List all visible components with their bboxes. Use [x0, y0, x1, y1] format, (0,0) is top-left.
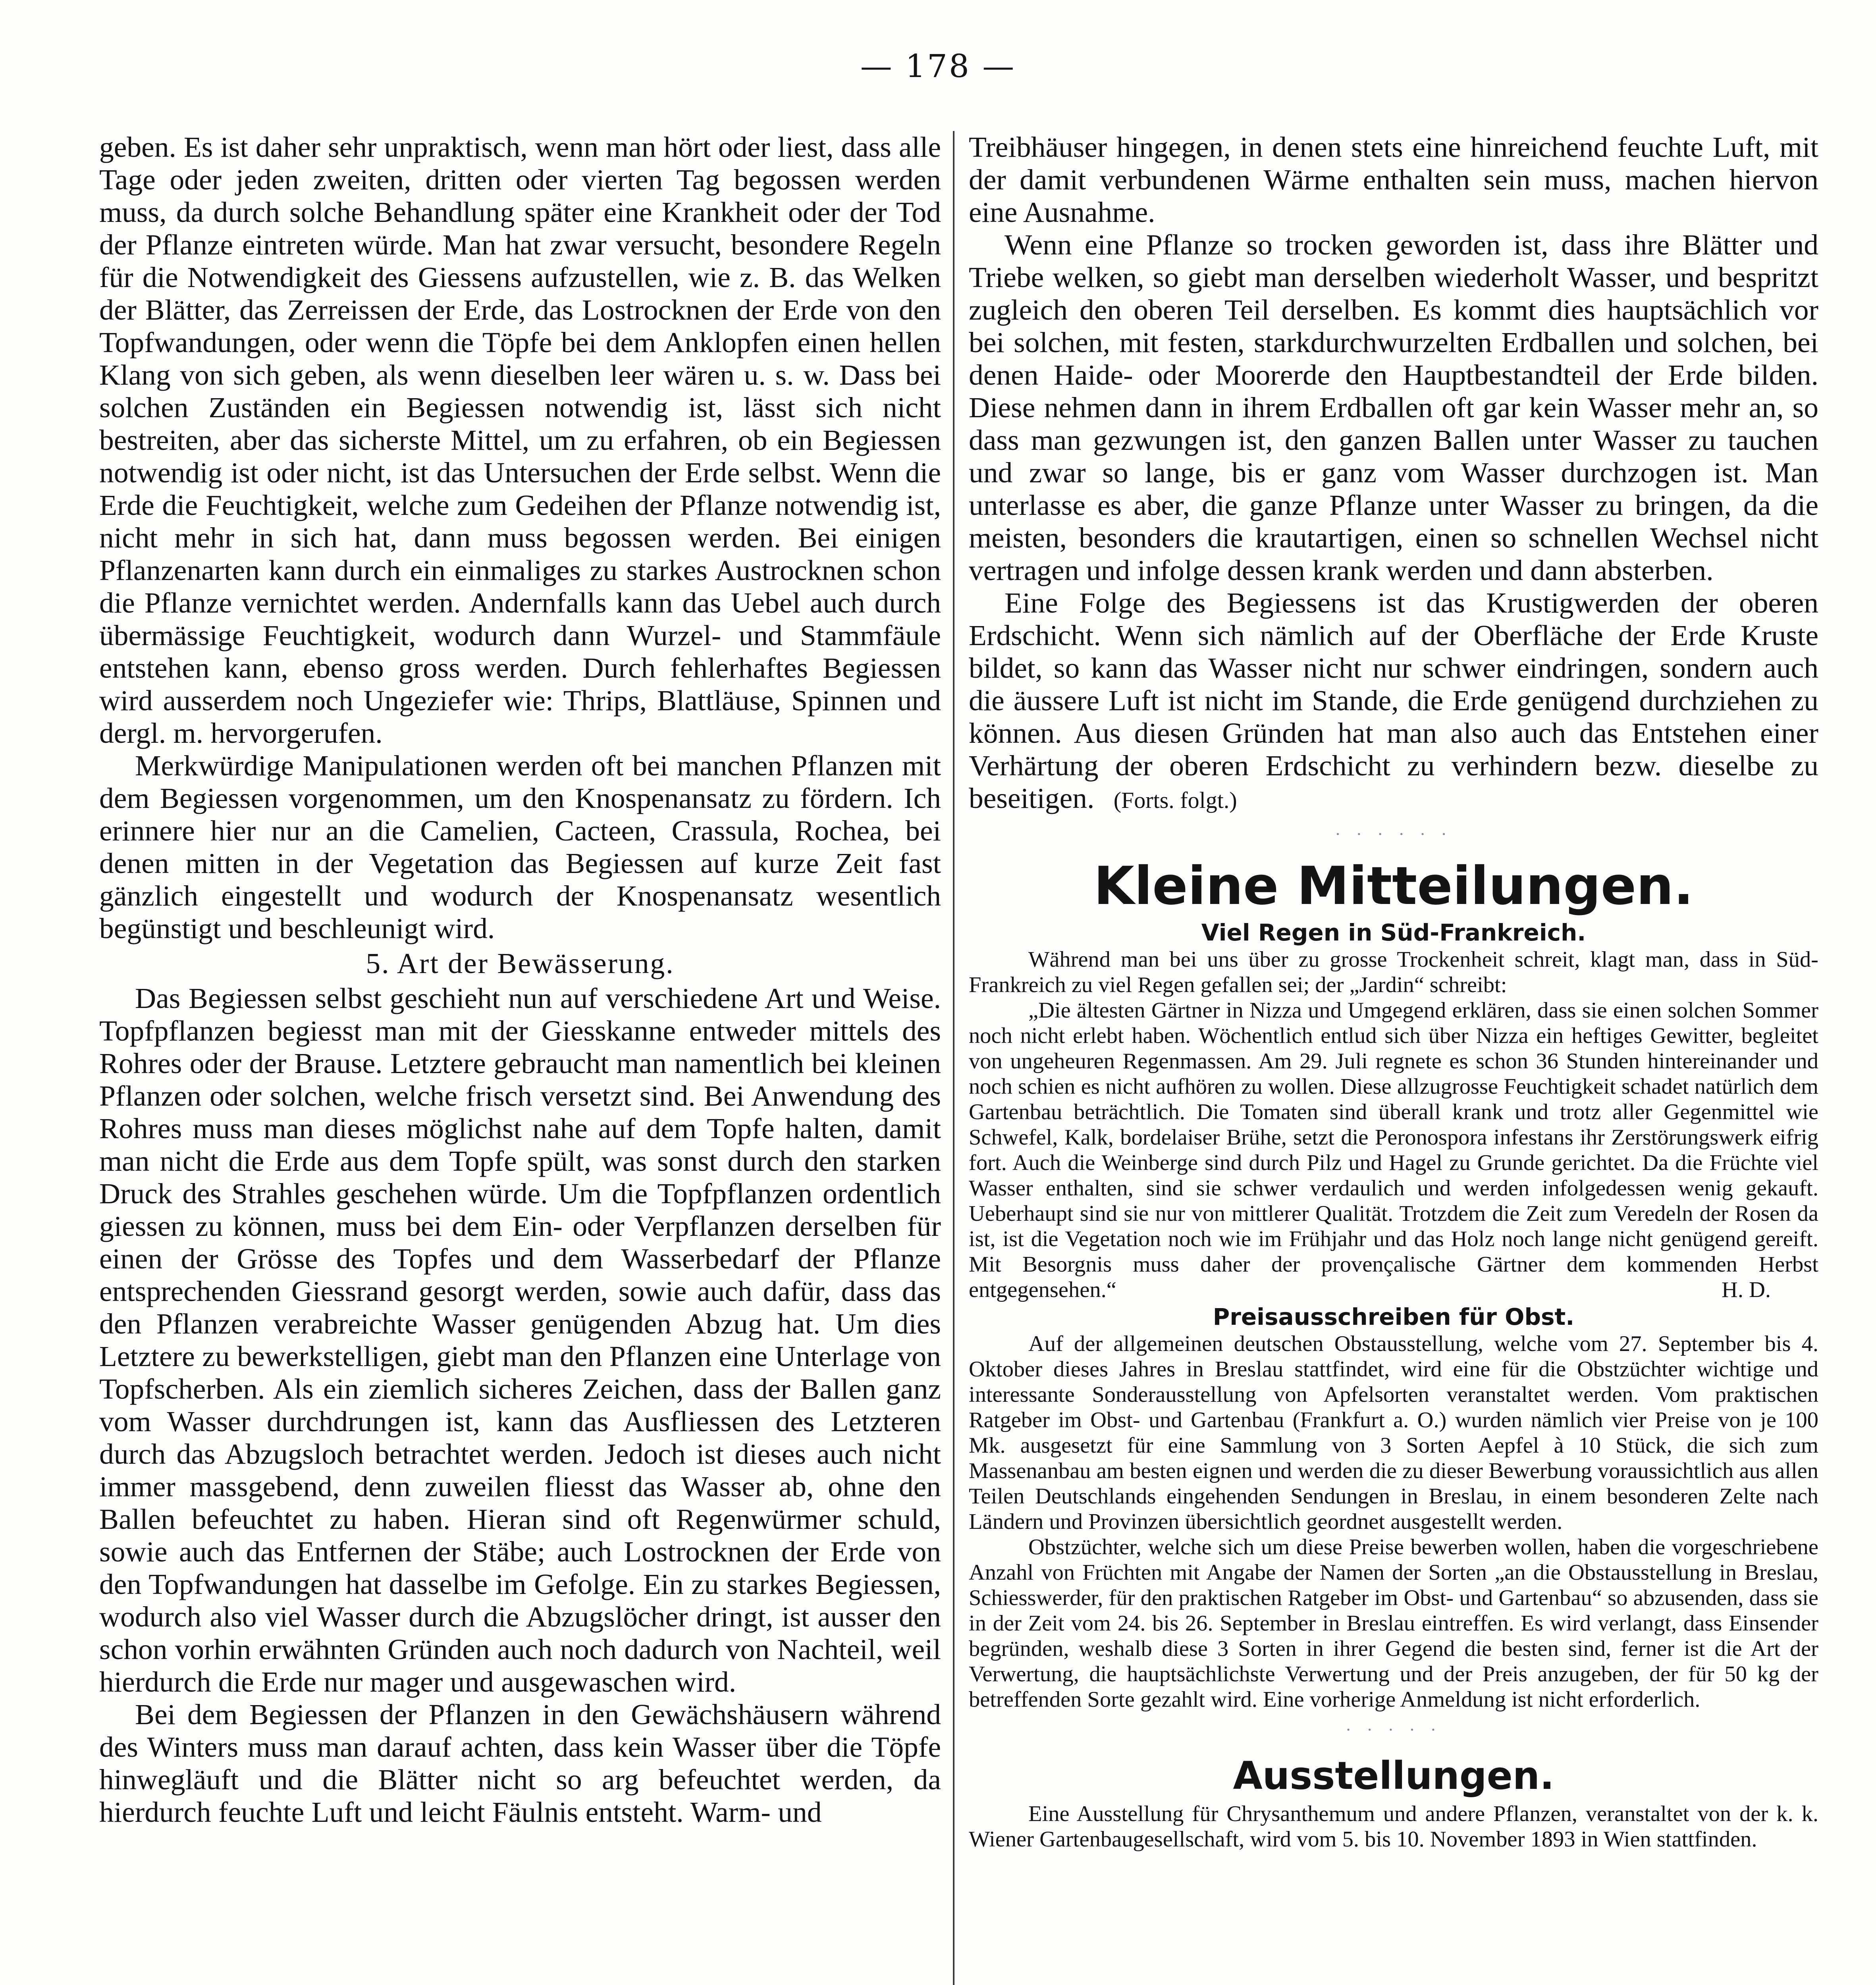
paragraph: Das Begiessen selbst geschieht nun auf verschiedene Art und Weise. Topfpflanzen begiesst man mit der Giesskanne entweder mittels des Rohres oder der Brause. Letztere gebraucht man namentlich bei kleinen Pflanzen oder solchen, welche frisch versetzt sind. Bei Anwendung des Rohres muss man dieses möglichst nahe auf dem Topfe halten, damit man nicht die Erde aus dem Topfe spült, was sonst durch den starken Druck des Strahles geschehen würde. Um die Topfpflanzen ordentlich giessen zu können, muss bei dem Ein- oder Verpflanzen derselben für einen der Grösse des Topfes und dem Wasserbedarf der Pflanze entsprechenden Giessrand gesorgt werden, sowie auch dafür, dass das den Pflanzen verabreichte Wasser genügenden Abzug hat. Um dies Letztere zu bewerkstelligen, giebt man den Pflanzen eine Unterlage von Topfscherben. Als ein ziemlich sicheres Zeichen, dass der Ballen ganz vom Wasser durchdrungen ist, kann das Ausfliessen des Letzteren durch das Abzugsloch betrachtet werden. Jedoch ist dieses auch nicht immer massgebend, denn zuweilen fliesst das Wasser ab, ohne den Ballen befeuchtet zu haben. Hieran sind oft Regenwürmer schuld, sowie auch das Entfernen der Stäbe; auch Lostrocknen der Erde von den Topfwandungen hat dasselbe im Gefolge. Ein zu starkes Begiessen, wodurch also viel Wasser durch die Abzugslöcher dringt, ist ausser den schon vorhin erwähnten Gründen auch noch dadurch von Nachteil, weil hierdurch die Erde nur mager und ausgewaschen wird. — [99, 982, 941, 1698]
news-section-title: Kleine Mitteilungen. — [1093, 856, 1694, 917]
column-divider — [953, 131, 954, 1985]
news-quote: „Die ältesten Gärtner in Nizza und Umgegend erklären, dass sie einen solchen Sommer noch nicht erlebt haben. Wöchentlich entlud sich über Nizza ein heftiges Gewitter, begleitet von ungeheuren Regenmassen. Am 29. Juli regnete es schon 36 Stunden hintereinander und noch schien es nicht aufhören zu wollen. Diese allzugrosse Feuchtigkeit schadet natürlich dem Gartenbau beträchtlich. Die Tomaten sind überall krank und trotz aller Gegenmittel wie Schwefel, Kalk, bordelaiser Brühe, setzt die Peronospora infestans ihr Zerstörungswerk eifrig fort. Auch die Weinberge sind durch Pilz und Hagel zu Grunde gerichtet. Da die Früchte viel Wasser enthalten, sind sie schwer verdaulich und werden infolgedessen wenig gekauft. Ueberhaupt sind sie nur von mittlerer Qualität. Trotzdem die Zeit zum Veredeln der Rosen da ist, ist die Vegetation noch wie im Frühjahr und das Holz noch lange nicht genügend gereift. Mit Besorgnis muss daher der provençalische Gärtner dem kommenden Herbst entgegensehen.“ — [969, 998, 1818, 1302]
news-paragraph: Obstzüchter, welche sich um diese Preise bewerben wollen, haben die vorgeschriebene Anzahl von Früchten mit Angabe der Namen der Sorten „an die Obstausstellung in Breslau, Schiesswerder, für den praktischen Ratgeber im Obst- und Gartenbau“ so abzusenden, dass sie in der Zeit vom 24. bis 26. September in Breslau eintreffen. Es wird verlangt, dass Einsender begründen, weshalb diese 3 Sorten in ihrer Gegend die besten sind, ferner ist die Art der Verwertung, die hauptsächlichste Verwertung und der Preis anzugeben, der für 50 kg der betreffenden Sorte gezahlt wird. Eine vorherige Anmeldung ist nicht erforderlich. — [969, 1535, 1818, 1712]
exhibitions-paragraph: Eine Ausstellung für Chrysanthemum und andere Pflanzen, veranstaltet von der k. k. Wiener Gartenbaugesellschaft, wird vom 5. bis 10. November 1893 in Wien stattfinden. — [969, 1802, 1818, 1852]
news-paragraph: Während man bei uns über zu grosse Trockenheit schreit, klagt man, dass in Süd-Frankreich zu viel Regen gefallen sei; der „Jardin“ schreibt: — [969, 947, 1818, 997]
page-number: — 178 — — [860, 48, 1016, 85]
continuation-note: (Forts. folgt.) — [1113, 787, 1237, 813]
right-column — [969, 131, 1818, 1985]
signature: H. D. — [1722, 1278, 1771, 1302]
news-item-title: Viel Regen in Süd-Frankreich. — [1201, 919, 1586, 946]
paragraph: geben. Es ist daher sehr unpraktisch, wenn man hört oder liest, dass alle Tage oder jeden zweiten, dritten oder vierten Tag begossen werden muss, da durch solche Behandlung später eine Krankheit oder der Tod der Pflanze eintreten würde. Man hat zwar versucht, besondere Regeln für die Notwendigkeit des Giessens aufzustellen, wie z. B. das Welken der Blätter, das Zerreissen der Erde, das Lostrocknen der Erde von den Topfwandungen, oder wenn die Töpfe bei dem Anklopfen einen hellen Klang von sich geben, als wenn dieselben leer wären u. s. w. Dass bei solchen Zuständen ein Begiessen notwendig ist, lässt sich nicht bestreiten, aber das sicherste Mittel, um zu erfahren, ob ein Begiessen notwendig ist oder nicht, ist das Untersuchen der Erde selbst. Wenn die Erde die Feuchtigkeit, welche zum Gedeihen der Pflanze notwendig ist, nicht mehr in sich hat, dann muss begossen werden. Bei einigen Pflanzenarten kann durch ein einmaliges zu starkes Austrocknen schon die Pflanze vernichtet werden. Andernfalls kann das Uebel auch durch übermässige Feuchtigkeit, wodurch dann Wurzel- und Stammfäule entstehen kann, ebenso gross werden. Durch fehlerhaftes Begiessen wird ausserdem noch Ungeziefer wie: Thrips, Blattläuse, Spinnen und dergl. m. hervorgerufen. — [99, 131, 941, 749]
paragraph: Merkwürdige Manipulationen werden oft bei manchen Pflanzen mit dem Begiessen vorgenommen, um den Knospenansatz zu fördern. Ich erinnere hier nur an die Camelien, Cacteen, Crassula, Rochea, bei denen mitten in der Vegetation das Begiessen auf kurze Zeit fast gänzlich eingestellt und wodurch der Knospenansatz wesentlich begünstigt und beschleunigt wird. — [99, 750, 941, 944]
exhibitions-item — [969, 1801, 1818, 1852]
article-continuation — [969, 131, 1818, 817]
separator: · · · · · — [1346, 1721, 1442, 1739]
news-item — [969, 918, 1818, 1303]
paragraph — [969, 587, 1818, 817]
section-heading: 5. Art der Bewässerung. — [366, 947, 675, 979]
paragraph: Bei dem Begiessen der Pflanzen in den Gewächshäusern während des Winters muss man darauf achten, dass kein Wasser über die Töpfe hinwegläuft und die Blätter nicht so arg befeuchtet werden, da hierdurch feuchte Luft und leicht Fäulnis entsteht. Warm- und — [99, 1698, 941, 1828]
paragraph: Treibhäuser hingegen, in denen stets eine hinreichend feuchte Luft, mit der damit verbundenen Wärme enthalten sein muss, machen hiervon eine Ausnahme. — [969, 131, 1818, 228]
news-item-title: Preisausschreiben für Obst. — [1213, 1303, 1575, 1330]
news-paragraph — [969, 998, 1818, 1303]
news-item — [969, 1303, 1818, 1712]
news-paragraph: Auf der allgemeinen deutschen Obstausstellung, welche vom 27. September bis 4. Oktober dieses Jahres in Breslau stattfindet, wird eine für die Obstzüchter wichtige und interessante Sonderausstellung von Apfelsorten veranstaltet werden. Vom praktischen Ratgeber im Obst- und Gartenbau (Frankfurt a. O.) wurden nämlich vier Preise von je 100 Mk. ausgesetzt für eine Sammlung von 3 Sorten Aepfel à 10 Stück, die sich zum Massenanbau am besten eignen und werden die zu dieser Bewerbung voraussichtlich aus allen Teilen Deutschlands eingehenden Sendungen in Breslau, in einem besonderen Zelte nach Ländern und Provinzen übersichtlich geordnet ausgestellt werden. — [969, 1332, 1818, 1534]
exhibitions-title: Ausstellungen. — [1233, 1754, 1554, 1798]
paragraph-text: Eine Folge des Begiessens ist das Krustigwerden der oberen Erdschicht. Wenn sich nämlich auf der Oberfläche der Erde Kruste bildet, so kann das Wasser nicht nur schwer eindringen, sondern auch die äussere Luft ist nicht im Stande, die Erde genügend durchziehen zu können. Aus diesen Gründen hat man also auch das Entstehen einer Verhärtung der oberen Erdschicht zu verhindern bezw. dieselbe zu beseitigen. — [969, 587, 1818, 814]
left-column — [99, 131, 941, 1985]
paragraph: Wenn eine Pflanze so trocken geworden ist, dass ihre Blätter und Triebe welken, so giebt man derselben wiederholt Wasser, und bespritzt zugleich den oberen Teil derselben. Es kommt dies hauptsächlich vor bei solchen, mit festen, starkdurchwurzelten Erdballen und solchen, bei denen Haide- oder Moorerde den Hauptbestandteil der Erde bilden. Diese nehmen dann in ihrem Erdballen oft gar kein Wasser mehr an, so dass man gezwungen ist, den ganzen Ballen unter Wasser zu tauchen und zwar so lange, bis er ganz vom Wasser durchzogen ist. Man unterlasse es aber, die ganze Pflanze unter Wasser zu bringen, da die meisten, besonders die krautartigen, einen so schnellen Wechsel nicht vertragen und infolge dessen krank werden und dann absterben. — [969, 229, 1818, 586]
separator: · · · · · · — [1335, 825, 1452, 844]
